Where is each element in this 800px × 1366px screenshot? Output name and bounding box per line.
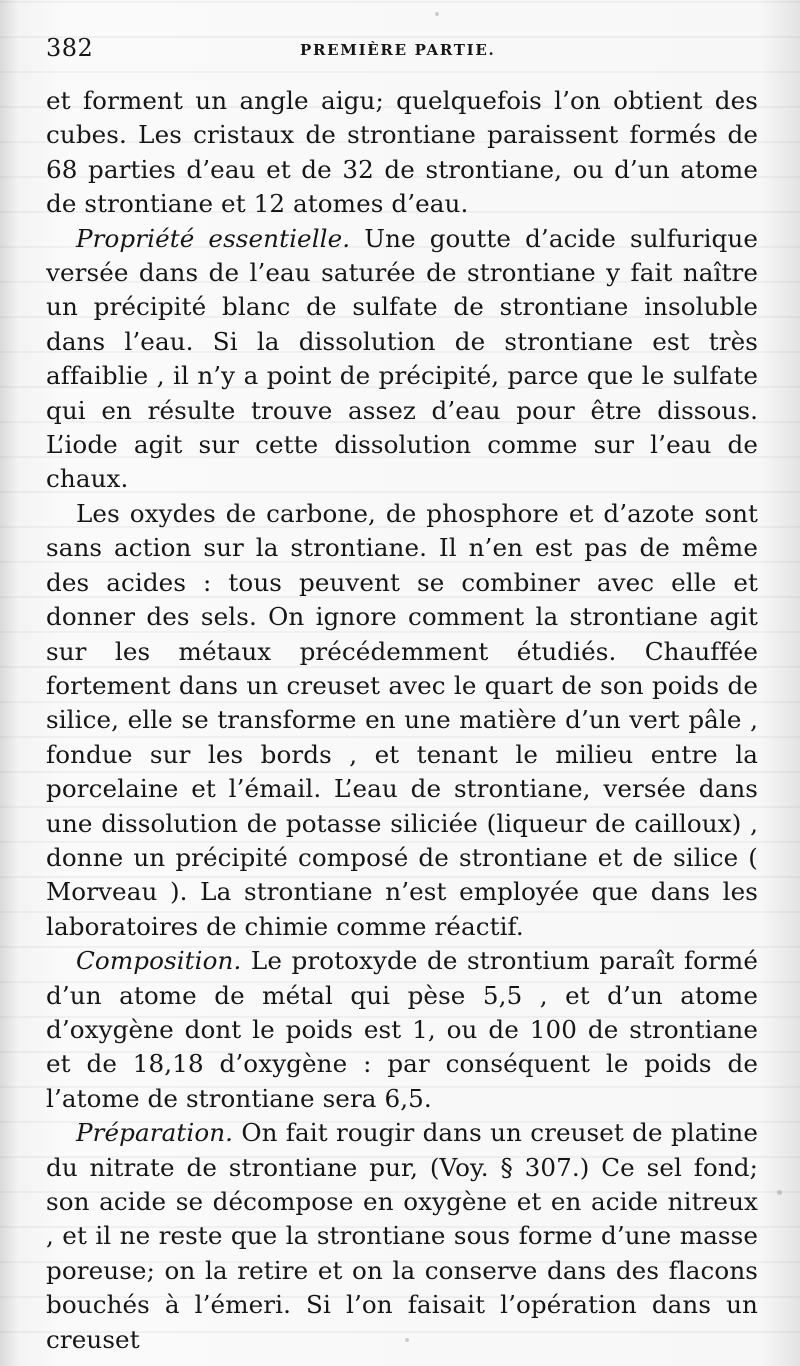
paragraph-title: Préparation.: [76, 1118, 234, 1148]
paragraph-text: et forment un angle aigu; quelquefois l’on obtient des cubes. Les cristaux de strontiane paraissent formés de 68 parties d’eau et de 32 de strontiane, ou d’un atome de strontiane et 12 atomes d’eau.: [46, 86, 758, 219]
ink-speck: [405, 1338, 409, 1342]
paragraph-text: Les oxydes de carbone, de phosphore et d’azote sont sans action sur la strontiane. Il n’en est pas de même des acides : tous peuvent se combiner avec elle et donner des sels. On ignore comment la strontiane agit sur les métaux précédemment étudiés. Chauffée fortement dans un creuset avec le quart de son poids de silice, elle se transforme en une matière d’un vert pâle , fondue sur les bords , et tenant le milieu entre la porcelaine et l’émail. L’eau de strontiane, versée dans une dissolution de potasse siliciée (liqueur de cailloux) , donne un précipité composé de strontiane et de silice ( Morveau ). La strontiane n’est employée que dans les laboratoires de chimie comme réactif.: [46, 498, 758, 941]
page-body: [46, 84, 758, 1357]
paragraph-text: On fait rougir dans un creuset de platine du nitrate de strontiane pur, (Voy. § 307.) Ce sel fond; son acide se décompose en oxygène et en acide nitreux , et il ne reste que la strontiane sous forme d’une masse poreuse; on la retire et on la conserve dans des flacons bouchés à l’émeri. Si l’on faisait l’opération dans un creuset: [46, 1118, 758, 1354]
paragraph-title: Propriété essentielle.: [76, 223, 351, 253]
paragraph-oxides-acids: [46, 497, 758, 944]
paragraph-continuation: [46, 84, 758, 222]
page-header: [46, 34, 748, 74]
running-head: PREMIÈRE PARTIE.: [300, 41, 496, 59]
page-number: 382: [46, 34, 94, 62]
paragraph-essential-property: [46, 222, 758, 497]
ink-speck: [777, 1190, 782, 1195]
ink-speck: [435, 12, 439, 16]
paragraph-title: Composition.: [76, 946, 242, 976]
paragraph-preparation: [46, 1116, 758, 1357]
paragraph-text: Une goutte d’acide sulfurique versée dans de l’eau saturée de strontiane y fait naître un précipité blanc de sulfate de strontiane insoluble dans l’eau. Si la dissolution de strontiane est très affaiblie , il n’y a point de précipité, parce que le sulfate qui en résulte trouve assez d’eau pour être dissous. L’iode agit sur cette dissolution comme sur l’eau de chaux.: [46, 223, 758, 494]
paragraph-text: Le protoxyde de strontium paraît formé d’un atome de métal qui pèse 5,5 , et d’un atome d’oxygène dont le poids est 1, ou de 100 de strontiane et de 18,18 d’oxygène : par conséquent le poids de l’atome de strontiane sera 6,5.: [46, 946, 758, 1113]
paragraph-composition: [46, 944, 758, 1116]
